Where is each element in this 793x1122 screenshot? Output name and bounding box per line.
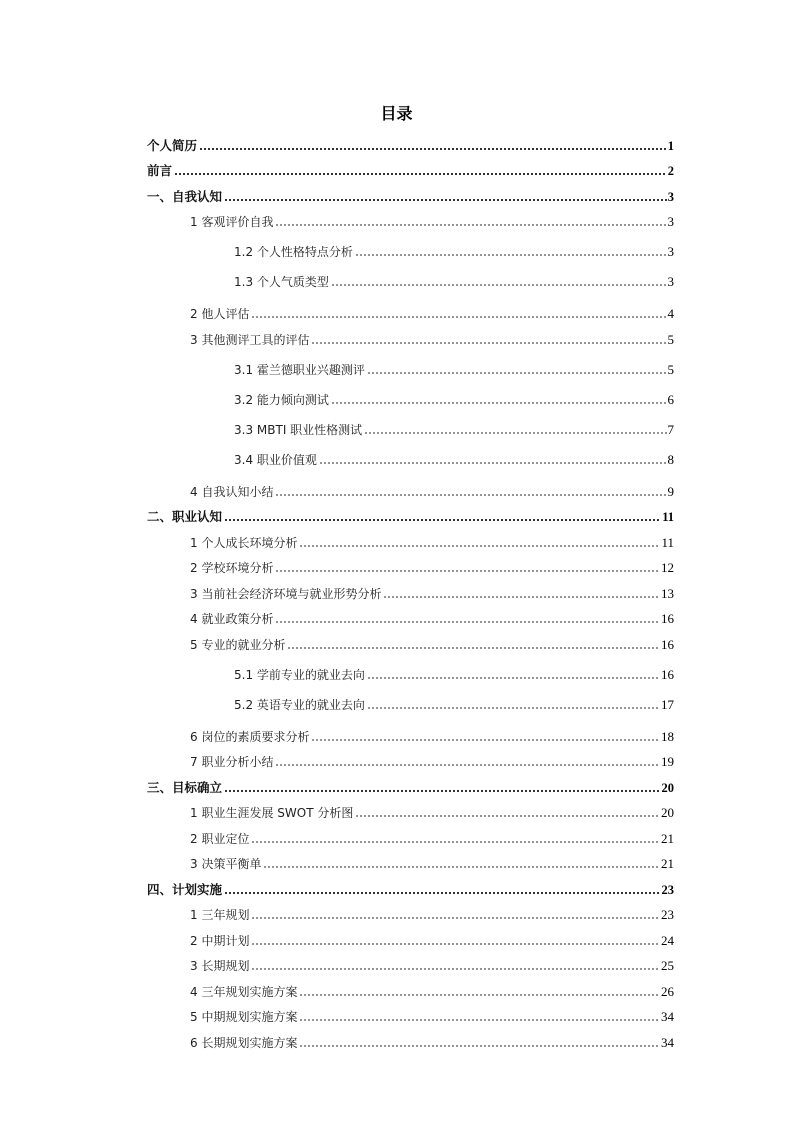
dot-leader <box>275 764 660 766</box>
dot-leader <box>355 254 667 256</box>
dot-leader <box>275 224 666 226</box>
toc-entry-label: 3.2 能力倾向测试 <box>234 392 329 407</box>
toc-entry-label: 3 当前社会经济环境与就业形势分析 <box>190 586 382 601</box>
toc-entry[interactable] <box>147 923 674 949</box>
toc-entry-label: 二、职业认知 <box>147 509 223 524</box>
toc-entry-label: 4 自我认知小结 <box>190 484 274 499</box>
toc-entry[interactable] <box>147 438 674 468</box>
toc-entry-label: 6 长期规划实施方案 <box>190 1035 298 1050</box>
dot-leader <box>311 739 660 741</box>
toc-entry-page-number: 4 <box>667 306 674 321</box>
toc-entry[interactable] <box>147 290 674 322</box>
toc-entry-page-number: 19 <box>661 754 674 769</box>
dot-leader <box>263 866 660 868</box>
toc-entry[interactable] <box>147 500 674 526</box>
toc-entry-label: 三、目标确立 <box>147 779 223 795</box>
dot-leader <box>251 841 660 843</box>
dot-leader <box>319 462 667 464</box>
toc-entry-page-number: 6 <box>667 391 674 407</box>
dot-leader <box>275 621 660 623</box>
toc-entry-page-number: 3 <box>667 189 674 204</box>
toc-entry-page-number: 20 <box>661 780 674 795</box>
toc-entry[interactable] <box>147 154 674 180</box>
toc-entry[interactable] <box>147 653 674 683</box>
toc-entry-page-number: 3 <box>667 214 674 229</box>
dot-leader <box>367 677 660 679</box>
toc-entry-page-number: 16 <box>661 636 674 652</box>
dot-leader <box>367 707 660 709</box>
toc-entry[interactable] <box>147 378 674 408</box>
toc-entry[interactable] <box>147 872 674 898</box>
toc-entry-page-number: 5 <box>667 361 674 377</box>
dot-leader <box>251 917 660 919</box>
dot-leader <box>287 647 660 649</box>
dot-leader <box>331 402 667 404</box>
toc-entry-page-number: 8 <box>667 451 674 467</box>
toc-entry-page-number: 21 <box>661 856 674 871</box>
toc-entry-page-number: 34 <box>661 1009 674 1024</box>
dot-leader <box>355 815 660 817</box>
toc-entry[interactable] <box>147 602 674 628</box>
toc-entry-page-number: 5 <box>667 331 674 347</box>
table-of-contents <box>147 128 674 1051</box>
toc-entry-page-number: 17 <box>661 696 674 712</box>
toc-entry[interactable] <box>147 683 674 713</box>
toc-entry-label: 四、计划实施 <box>147 881 223 897</box>
dot-leader <box>275 494 666 496</box>
toc-entry-label: 3.3 MBTI 职业性格测试 <box>234 422 363 437</box>
dot-leader <box>311 342 666 344</box>
toc-entry-page-number: 1 <box>667 138 674 153</box>
toc-entry-page-number: 9 <box>667 483 674 499</box>
toc-entry-label: 7 职业分析小结 <box>190 755 274 769</box>
toc-entry-label: 1 个人成长环境分析 <box>190 535 298 550</box>
toc-entry-page-number: 7 <box>667 421 674 437</box>
toc-entry-label: 2 职业定位 <box>190 831 250 846</box>
toc-entry[interactable] <box>147 230 674 260</box>
toc-entry-page-number: 24 <box>661 932 674 948</box>
toc-entry[interactable] <box>147 525 674 551</box>
toc-entry[interactable] <box>147 348 674 378</box>
toc-entry-label: 2 学校环境分析 <box>190 561 274 575</box>
toc-entry-page-number: 21 <box>661 830 674 846</box>
toc-entry-label: 5 专业的就业分析 <box>190 637 286 652</box>
dot-leader <box>199 148 667 150</box>
toc-entry-label: 3 长期规划 <box>190 959 250 973</box>
toc-entry[interactable] <box>147 949 674 975</box>
toc-entry-label: 1 三年规划 <box>190 908 250 922</box>
dot-leader <box>299 1019 660 1021</box>
toc-entry[interactable] <box>147 551 674 577</box>
toc-entry-page-number: 13 <box>661 585 674 601</box>
toc-entry-label: 5.1 学前专业的就业去向 <box>234 667 365 682</box>
toc-entry[interactable] <box>147 713 674 745</box>
toc-entry-label: 5.2 英语专业的就业去向 <box>234 697 365 712</box>
toc-entry-label: 1 客观评价自我 <box>190 215 274 229</box>
dot-leader <box>251 968 660 970</box>
dot-leader <box>367 372 667 374</box>
toc-entry-label: 前言 <box>147 163 173 178</box>
toc-entry-page-number: 11 <box>662 510 674 524</box>
toc-entry-page-number: 18 <box>661 728 674 744</box>
toc-entry[interactable] <box>147 847 674 873</box>
dot-leader <box>331 284 667 286</box>
toc-entry[interactable] <box>147 128 674 154</box>
toc-entry-page-number: 16 <box>661 666 674 682</box>
toc-entry-page-number: 23 <box>661 882 674 897</box>
toc-entry-label: 1.3 个人气质类型 <box>234 275 329 289</box>
toc-entry[interactable] <box>147 322 674 348</box>
toc-entry[interactable] <box>147 821 674 847</box>
toc-entry[interactable] <box>147 898 674 924</box>
dot-leader <box>251 316 666 318</box>
toc-entry[interactable] <box>147 260 674 290</box>
toc-entry-page-number: 16 <box>661 611 674 626</box>
toc-entry-label: 3.1 霍兰德职业兴趣测评 <box>234 362 365 377</box>
dot-leader <box>299 1045 660 1047</box>
toc-entry-label: 3.4 职业价值观 <box>234 452 317 467</box>
toc-entry[interactable] <box>147 974 674 1000</box>
toc-entry-label: 5 中期规划实施方案 <box>190 1010 298 1024</box>
toc-entry-page-number: 20 <box>661 805 674 820</box>
toc-entry[interactable] <box>147 179 674 205</box>
dot-leader <box>383 596 660 598</box>
toc-entry-page-number: 12 <box>661 560 674 575</box>
dot-leader <box>299 545 660 547</box>
toc-entry-label: 2 他人评估 <box>190 307 250 321</box>
toc-entry-page-number: 26 <box>661 983 674 999</box>
toc-entry-page-number: 34 <box>661 1034 674 1050</box>
toc-entry-label: 3 其他测评工具的评估 <box>190 332 310 347</box>
toc-entry-page-number: 2 <box>667 164 674 178</box>
toc-entry[interactable] <box>147 745 674 771</box>
dot-leader <box>224 790 660 792</box>
toc-entry-label: 6 岗位的素质要求分析 <box>190 729 310 744</box>
toc-entry-label: 3 决策平衡单 <box>190 857 262 871</box>
toc-entry-page-number: 23 <box>661 907 674 922</box>
dot-leader <box>251 943 660 945</box>
toc-entry[interactable] <box>147 770 674 796</box>
toc-entry[interactable] <box>147 1025 674 1051</box>
toc-entry-page-number: 3 <box>667 274 674 289</box>
dot-leader <box>364 432 666 434</box>
toc-title: 目录 <box>380 104 413 123</box>
dot-leader <box>224 892 660 894</box>
toc-entry[interactable] <box>147 205 674 231</box>
dot-leader <box>299 994 660 996</box>
toc-entry[interactable] <box>147 576 674 602</box>
toc-entry-label: 4 三年规划实施方案 <box>190 984 298 999</box>
toc-entry[interactable] <box>147 468 674 500</box>
toc-entry-label: 1 职业生涯发展 SWOT 分析图 <box>190 806 354 820</box>
toc-entry-label: 4 就业政策分析 <box>190 612 274 626</box>
toc-entry-label: 个人简历 <box>147 137 198 153</box>
toc-entry-page-number: 11 <box>661 534 674 550</box>
toc-entry-page-number: 3 <box>667 244 674 259</box>
toc-entry-label: 2 中期计划 <box>190 933 250 948</box>
toc-entry[interactable] <box>147 408 674 438</box>
dot-leader <box>224 519 661 521</box>
toc-entry[interactable] <box>147 627 674 653</box>
toc-entry-label: 一、自我认知 <box>147 188 223 204</box>
toc-entry-page-number: 25 <box>661 958 674 973</box>
toc-entry-label: 1.2 个人性格特点分析 <box>234 245 353 259</box>
toc-entry[interactable] <box>147 796 674 822</box>
dot-leader <box>275 570 660 572</box>
toc-entry[interactable] <box>147 1000 674 1026</box>
dot-leader <box>174 173 667 175</box>
dot-leader <box>224 199 667 201</box>
